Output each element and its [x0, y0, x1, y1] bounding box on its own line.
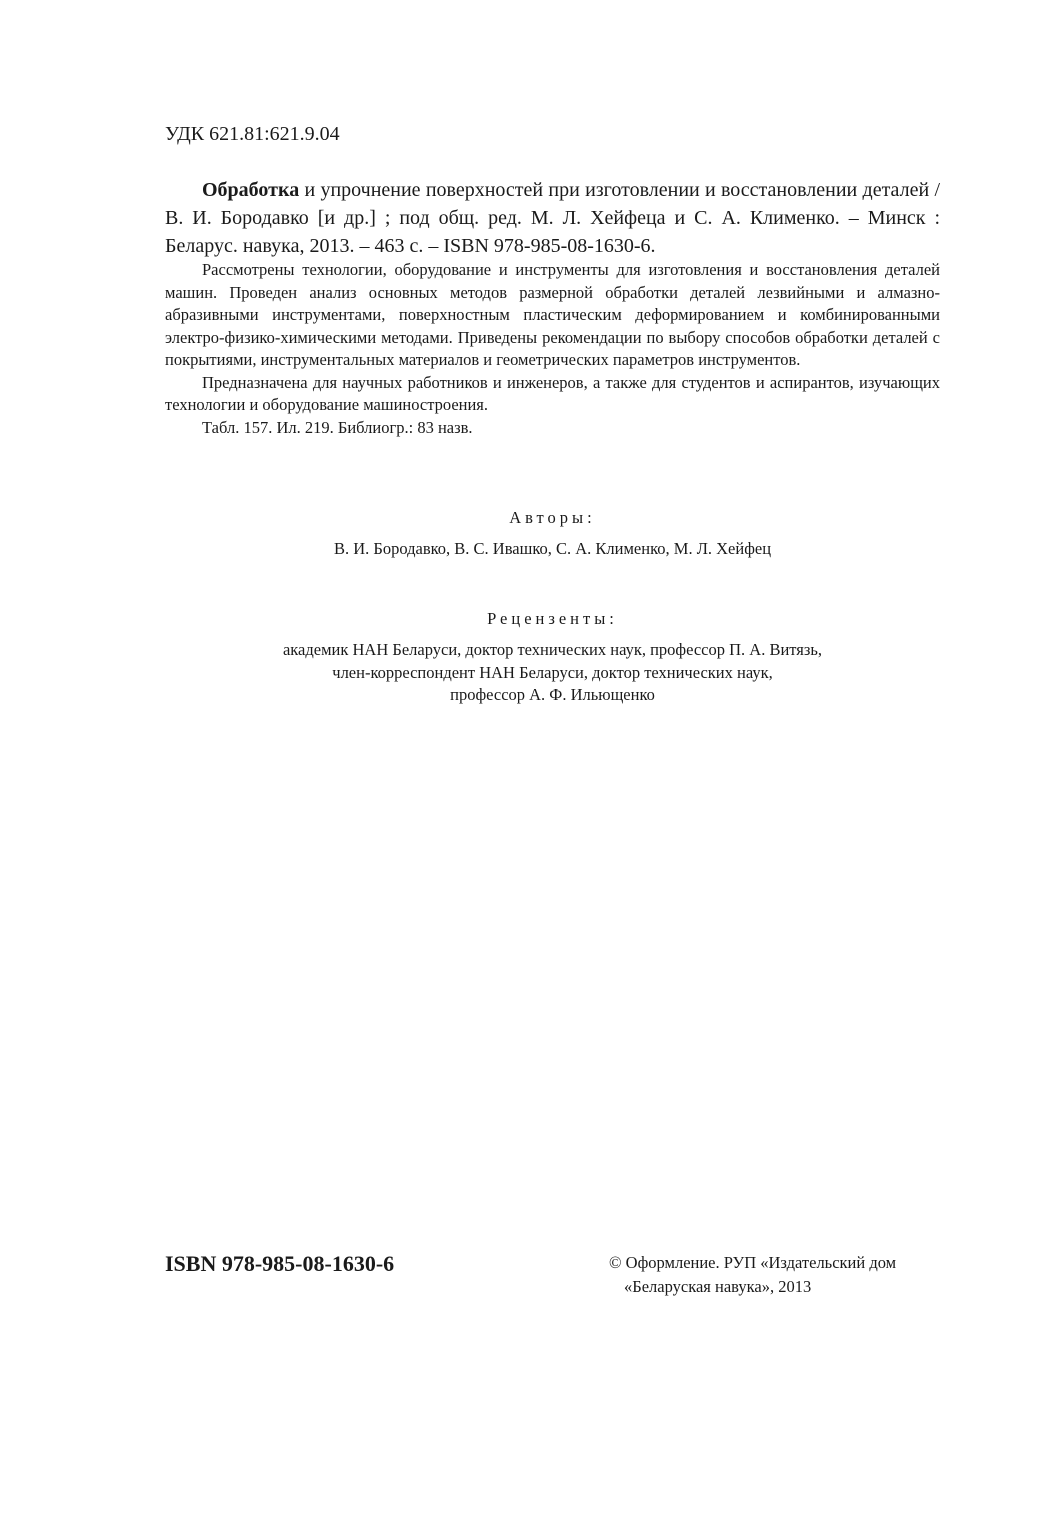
authors-list: В. И. Бородавко, В. С. Ивашко, С. А. Клименко, М. Л. Хейфец [333, 539, 772, 558]
annotation [165, 259, 940, 439]
citation-text: и упрочнение поверхностей при изготовлении и восстановлении деталей / В. И. Бородавко [и др.] ; под общ. ред. М. Л. Хейфеца и С. А. Клименко. – Минск : Беларус. навука, 2013. – 463 с. – ISBN 978-985-08-1630-6. [165, 179, 940, 257]
copyright-line-1: © Оформление. РУП «Издательский дом [609, 1253, 897, 1272]
reviewer-line: профессор А. Ф. Ильющенко [450, 685, 655, 704]
annotation-audience: Предназначена для научных работников и инженеров, а также для студентов и аспирантов, изучающих технологии и оборудование машиностроения. [165, 372, 940, 414]
bibliographic-citation [165, 176, 940, 260]
authors-heading: Авторы: [509, 508, 596, 527]
annotation-stats: Табл. 157. Ил. 219. Библиогр.: 83 назв. [202, 417, 473, 437]
reviewer-line: академик НАН Беларуси, доктор технических наук, профессор П. А. Витязь, [282, 640, 823, 659]
reviewer-line: член-корреспондент НАН Беларуси, доктор технических наук, [332, 662, 773, 682]
copyright-notice [609, 1251, 896, 1299]
copyright-line-2: «Беларуская навука», 2013 [624, 1277, 812, 1296]
reviewers-list [165, 639, 940, 707]
page [165, 0, 940, 1530]
annotation-summary: Рассмотрены технологии, оборудование и инструменты для изготовления и восстановления деталей машин. Проведен анализ основных методов размерной обработки деталей лезвийными и алмазно-абразивными инструментами, поверхностным пластическим деформированием и комбинированными электро-физико-химическими методами. Приведены рекомендации по выбору способов обработки деталей с покрытиями, инструментальных материалов и геометрических параметров инструментов. [165, 260, 940, 369]
udk-code: УДК 621.81:621.9.04 [165, 123, 340, 145]
citation-title-bold: Обработка [202, 179, 300, 201]
isbn: ISBN 978-985-08-1630-6 [165, 1251, 395, 1276]
reviewers-heading: Рецензенты: [487, 609, 618, 628]
